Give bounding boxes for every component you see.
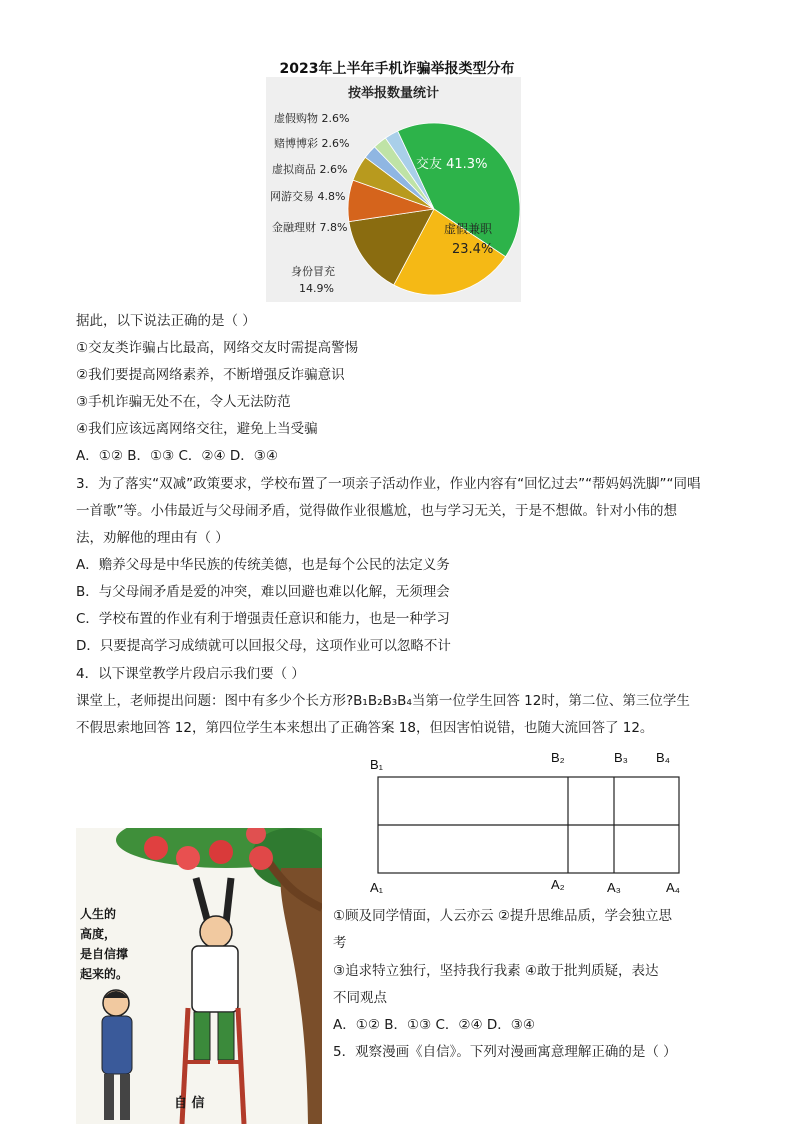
chart-title: 2023年上半年手机诈骗举报类型分布 [279,61,515,77]
q4-stem: 4．以下课堂教学片段启示我们要（ ） [76,666,305,682]
rectangle-figure [370,772,690,878]
q2-option-2: ②我们要提高网络素养，不断增强反诈骗意识 [76,367,345,383]
q3-option-c: C．学校布置的作业有利于增强责任意识和能力，也是一种学习 [76,611,450,627]
q2-stem: 据此，以下说法正确的是（ ） [76,313,256,329]
label-b4: B₄ [656,750,670,765]
q2-option-3: ③手机诈骗无处不在，令人无法防范 [76,394,291,410]
label-a3: A₃ [607,880,621,895]
q2-option-1: ①交友类诈骗占比最高，网络交友时需提高警惕 [76,340,359,356]
q2-choices: A．①② B．①③ C．②④ D．③④ [76,448,279,464]
q4-line-1: 课堂上，老师提出问题：图中有多少个长方形?B₁B₂B₃B₄当第一位学生回答 12时，第二位、第三位学生 [76,693,690,709]
q2-option-4: ④我们应该远离网络交往，避免上当受骗 [76,421,318,437]
label-shenfen-name: 身份冒充 [291,265,335,278]
pie-chart [266,77,521,302]
label-jianzhi-value: 23.4% [452,242,494,257]
label-jianzhi-name: 虚假兼职 [444,222,493,236]
cartoon-caption-3: 是自信撑 [80,947,129,961]
label-b1: B₁ [370,757,384,772]
q4-options-line-2: 考 [333,935,347,951]
label-a4: A₄ [666,880,680,895]
label-jiaoyou: 交友 41.3% [416,157,488,172]
q3-line-3: 法，劝解他的理由有（ ） [76,530,229,546]
label-shenfen-value: 14.9% [299,282,334,295]
label-xujiagouwu: 虚假购物 2.6% [274,112,350,125]
label-wangyou: 网游交易 4.8% [270,190,346,203]
cartoon-caption-4: 起来的。 [80,967,129,981]
q3-line-2: 一首歌”等。小伟最近与父母闹矛盾，觉得做作业很尴尬，也与学习无关，于是不想做。针对小伟的想 [76,503,677,519]
label-xunishangpin: 虚拟商品 2.6% [272,163,348,176]
label-a2: A₂ [551,877,565,892]
q4-line-2: 不假思索地回答 12，第四位学生本来想出了正确答案 18，但因害怕说错，也随大流回答了 12。 [76,720,654,736]
label-jinrong: 金融理财 7.8% [272,221,348,234]
label-a1: A₁ [370,880,384,895]
q4-options-line-3: ③追求特立独行，坚持我行我素 ④敢于批判质疑，表达 [333,963,659,979]
q3-option-b: B．与父母闹矛盾是爱的冲突，难以回避也难以化解，无须理会 [76,584,450,600]
q3-line-1: 3．为了落实“双减”政策要求，学校布置了一项亲子活动作业，作业内容有“回忆过去”“帮妈妈洗脚”“同唱 [76,476,701,492]
label-dubo: 赌博博彩 2.6% [274,137,350,150]
cartoon-confidence [76,828,322,1124]
q4-choices: A．①② B．①③ C．②④ D．③④ [333,1017,536,1033]
q3-option-d: D．只要提高学习成绩就可以回报父母，这项作业可以忽略不计 [76,638,451,654]
q5-stem: 5．观察漫画《自信》。下列对漫画寓意理解正确的是（ ） [333,1044,677,1060]
cartoon-caption-2: 高度， [80,927,117,941]
q4-options-line-4: 不同观点 [333,990,387,1006]
label-b2: B₂ [551,750,565,765]
cartoon-caption-1: 人生的 [80,907,117,921]
chart-subtitle: 按举报数量统计 [347,86,439,101]
q4-options-line-1: ①顾及同学情面，人云亦云 ②提升思维品质，学会独立思 [333,908,672,924]
cartoon-stilt-text: 自 信 [174,1096,205,1111]
q3-option-a: A．赡养父母是中华民族的传统美德，也是每个公民的法定义务 [76,557,450,573]
label-b3: B₃ [614,750,628,765]
